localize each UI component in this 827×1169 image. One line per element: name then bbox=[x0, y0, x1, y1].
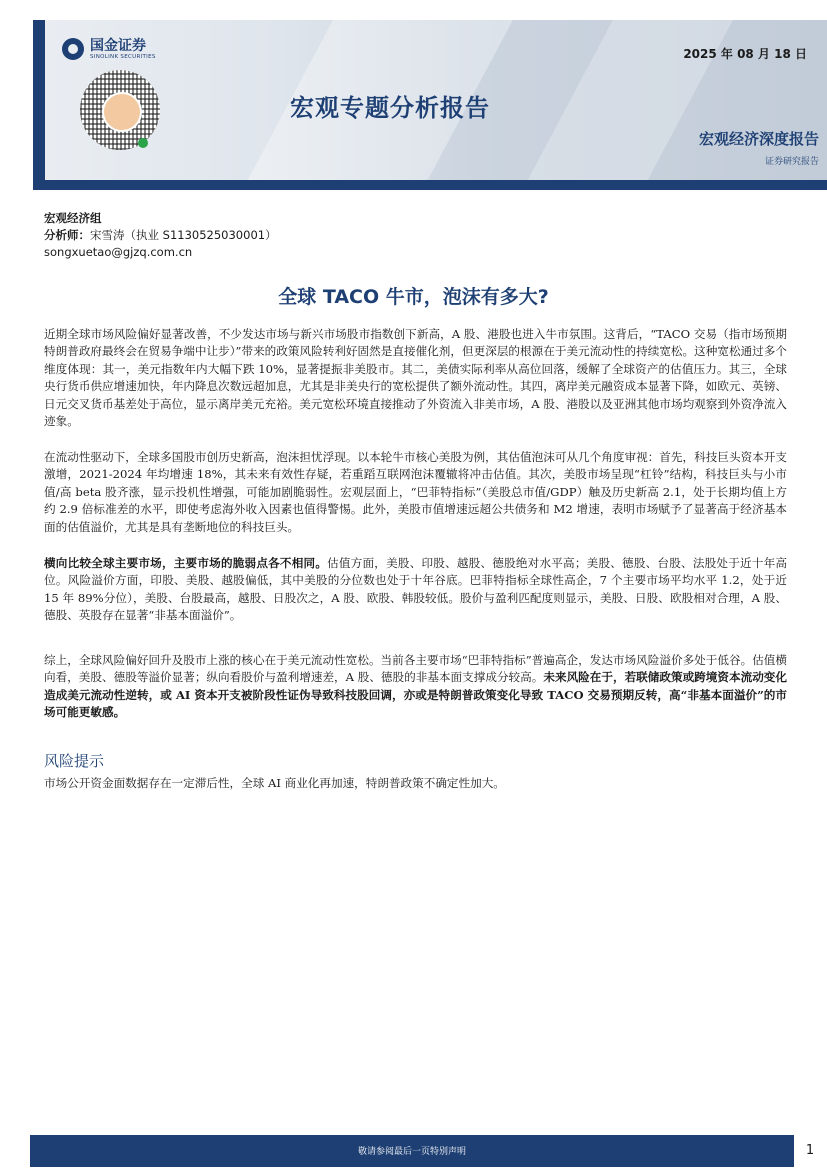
wechat-icon bbox=[138, 138, 148, 148]
paragraph-4-text: 综上，全球风险偏好回升及股市上涨的核心在于美元流动性宽松。当前各主要市场“巴菲特指标”普遍高企，发达市场风险溢价多处于低谷。估值横向看，美股、德股等溢价显著；纵向看股价与盈利增速差，A 股、德股的非基本面支撑成分较高。 bbox=[44, 653, 787, 685]
footer-disclaimer: 敬请参阅最后一页特别声明 bbox=[357, 1147, 466, 1157]
analyst-label: 分析师： bbox=[44, 228, 90, 242]
analyst-line bbox=[44, 227, 277, 244]
author-info bbox=[44, 210, 277, 261]
logo-mark-icon bbox=[62, 38, 84, 60]
logo-name-cn: 国金证券 bbox=[90, 37, 146, 54]
report-date: 2025 年 08 月 18 日 bbox=[683, 47, 807, 61]
paragraph-4-conclusion: 未来风险在于，若联储政策或跨境资本流动变化造成美元流动性逆转，或 AI 资本开支被阶段性证伪导致科技股回调，亦或是特朗普政策变化导致 TACO 交易预期反转，高“非基本面溢价”的市场可能更敏感。 bbox=[44, 670, 787, 720]
paragraph-3 bbox=[44, 555, 787, 625]
paragraph-2 bbox=[44, 449, 787, 536]
document-title: 全球 TACO 牛市，泡沫有多大? bbox=[278, 286, 549, 308]
analyst-name: 宋雪涛（执业 S1130525030001） bbox=[90, 228, 277, 242]
analyst-email[interactable]: songxuetao@gjzq.com.cn bbox=[44, 245, 193, 259]
risk-heading: 风险提示 bbox=[44, 752, 105, 770]
qr-center-badge-icon bbox=[102, 92, 142, 132]
logo-name-en: SINOLINK SECURITIES bbox=[90, 53, 156, 60]
report-type: 证券研究报告 bbox=[764, 157, 819, 167]
company-logo bbox=[62, 38, 156, 60]
paragraph-4 bbox=[44, 652, 787, 722]
paragraph-2-text: 在流动性驱动下，全球多国股市创历史新高，泡沫担忧浮现。以本轮牛市核心美股为例，其估值泡沫可从几个角度审视：首先，科技巨头资本开支激增，2021-2024 年均增速 18%，其未来有效性存疑，若重蹈互联网泡沫覆辙将冲击估值。其次，美股市场呈现“杠铃”结构，科技巨头与小市值/高 beta 股齐涨，显示投机性增强，可能加剧脆弱性。宏观层面上，“巴菲特指标”（美股总市值/GDP）触及历史新高 2.1，处于长期均值上方约 2.9 倍标准差的水平，即使考虑海外收入因素也值得警惕。此外，美股市值增速远超公共债务和 M2 增速，表明市场赋予了显著高于经济基本面的估值溢价，尤其是具有垄断地位的科技巨头。 bbox=[44, 450, 787, 534]
report-category: 宏观经济深度报告 bbox=[698, 130, 819, 148]
banner-decor-stripe bbox=[496, 20, 754, 180]
research-group: 宏观经济组 bbox=[44, 211, 102, 225]
risk-text: 市场公开资金面数据存在一定滞后性，全球 AI 商业化再加速，特朗普政策不确定性加大。 bbox=[44, 776, 505, 790]
paragraph-3-lead: 横向比较全球主要市场，主要市场的脆弱点各不相同。 bbox=[44, 556, 328, 570]
paragraph-3-text: 估值方面，美股、印股、越股、德股绝对水平高；美股、德股、台股、法股处于近十年高位。风险溢价方面，印股、美股、越股偏低，其中美股的分位数也处于十年谷底。巴菲特指标全球性高企，7 个主要市场平均水平 1.2，处于近 15 年 89%分位），美股、台股最高，越股、日股次之，A 股、欧股、韩股较低。股价与盈利匹配度则显示，美股、日股、欧股相对合理，A 股、德股、英股存在显著“非基本面溢价”。 bbox=[44, 556, 787, 623]
page-number: 1 bbox=[805, 1143, 815, 1158]
paragraph-1 bbox=[44, 326, 787, 430]
paragraph-1-text: 近期全球市场风险偏好显著改善，不少发达市场与新兴市场股市指数创下新高，A 股、港股也进入牛市氛围。这背后，“TACO 交易（指市场预期特朗普政府最终会在贸易争端中让步）”带来的政策风险转利好固然是直接催化剂，但更深层的根源在于美元流动性的持续宽松。这种宽松通过多个维度体现：其一，美元指数年内大幅下跌 10%，显著提振非美股市。其二，美债实际利率从高位回落，缓解了全球资产的估值压力。其三，全球央行货币供应增速加快，年内降息次数远超加息，尤其是非美央行的宽松提供了额外流动性。其四，离岸美元融资成本显著下降，如欧元、英镑、日元交叉货币基差处于高位，显示离岸美元充裕。美元宽松环境直接推动了外资流入非美市场，A 股、港股以及亚洲其他市场均观察到外资净流入迹象。 bbox=[44, 327, 787, 429]
banner-title: 宏观专题分析报告 bbox=[290, 94, 490, 122]
